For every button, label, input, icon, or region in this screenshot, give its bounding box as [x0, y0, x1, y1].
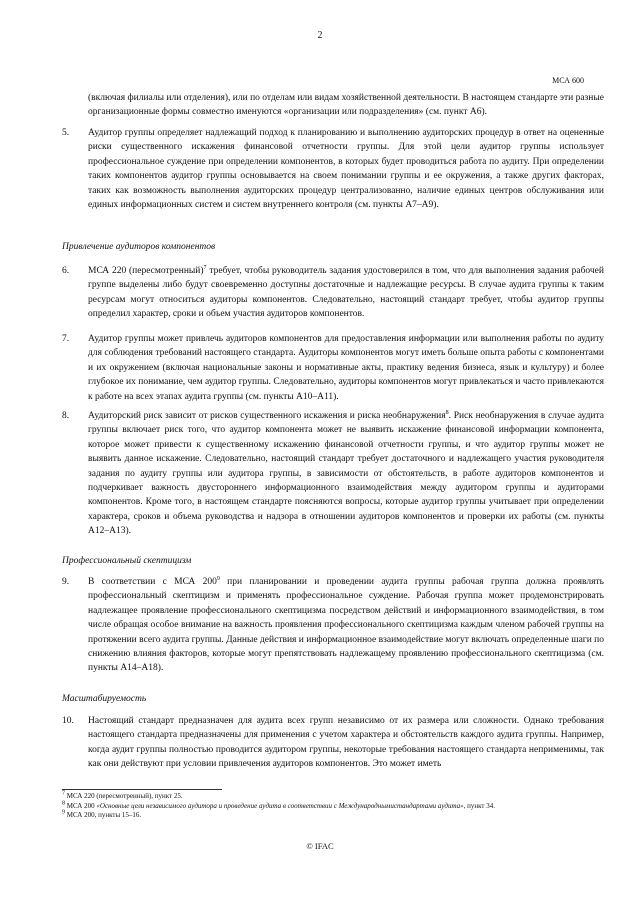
footnote-ref: 9: [216, 575, 220, 582]
paragraph-text: Аудиторский риск зависит от рисков существенного искажения и риска необнаружения$^8$. Риск необнаружения в случае аудита группы включает риск того, что аудитор компонента может не выявить искажение финансовой информации компонента, которое может привести к существенному искажению финансовой отчетности группы, и что аудитор группы может не выявить данное искажение. Следовательно, настоящий стандарт требует достаточного и надлежащего участия руководителя задания по аудиту группы или аудитора группы, в зависимости от обстоятельств, в работе аудиторов компонентов и подчеркивает важность двустороннего информационного взаимодействия между аудитором группы и аудиторами компонентов. Кроме того, в настоящем стандарте поясняются вопросы, которые аудитор группы учитывает при определении характера, сроков и объема руководства и надзора в отношении аудиторов компонентов и проверки их работы (см. пункты А12–А13).: [88, 409, 604, 537]
footnotes: [62, 792, 602, 821]
copyright-footer: © IFAC: [306, 841, 334, 851]
paragraph-text: В соответствии с МСА $200^9$ при планировании и проведении аудита группы рабочая группа должна проявлять профессиональный скептицизм и применять профессиональное суждение. Рабочая группа может продемонстрировать надлежащее проявление профессионального скептицизма посредством действий и информационного взаимодействия, в том числе обращая особое внимание на важность проявления профессионального скептицизма каждым членом рабочей группы на протяжении всего аудита группы. Данные действия и информационное взаимодействие могут включать определенные шаги по снижению влияния факторов, которые могут препятствовать надлежащему проявлению профессионального скептицизма (см. пункты А14–А18).: [88, 575, 605, 674]
paragraph-8: [62, 409, 604, 539]
footnote-8: $^8$ МСА 200 «Основные цели независимого аудитора и проведение аудита в соответствии с Международнымистандартами аудита», пункт 34.: [62, 800, 495, 810]
paragraph-number: 10.: [62, 716, 74, 726]
paragraph-5: [62, 126, 604, 212]
footnote-9: $^9$ МСА 200, пункты 15–16.: [62, 809, 142, 820]
paragraph-number: 8.: [62, 411, 70, 421]
section-heading-component-auditors: Привлечение аудиторов компонентов: [62, 242, 216, 252]
paragraph-number: 9.: [62, 577, 70, 587]
footnote-ref: 7: [203, 264, 207, 271]
footnote-7: $^7$ МСА 220 (пересмотренный), пункт 25.: [62, 790, 183, 800]
footnote-divider: [62, 789, 222, 790]
standard-label: МСА 600: [552, 76, 584, 85]
paragraph-number: 7.: [62, 334, 70, 344]
section-heading-scalability: Масштабируемость: [62, 694, 147, 704]
page-number: 2: [317, 30, 323, 41]
paragraph-text: Аудитор группы может привлечь аудиторов компонентов для предоставления информации или выполнения работы по аудиту для соблюдения требований настоящего стандарта. Аудиторы компонентов могут иметь больше опыта работы с компонентами и их окружением (включая национальные законы и нормативные акты, практику ведения бизнеса, язык и культуру) и более глубокое их понимание, чем аудитор группы. Следовательно, аудиторы компонентов могут привлекаться и часто привлекаются к работе на всех этапах аудита группы (см. пункты А10–А11).: [88, 334, 604, 402]
paragraph-text: Аудитор группы определяет надлежащий подход к планированию и выполнению аудиторских процедур в ответ на оцененные риски существенного искажения финансовой отчетности группы. Для этой цели аудитор группы использует профессиональное суждение при определении компонентов, в которых будет проводиться работа по аудиту. При определении таких компонентов аудитор группы основывается на своем понимании группы и ее окружения, а также других факторах, таких как возможность выполнения аудиторских процедур централизованно, наличие единых центров обслуживания или единых информационных систем и систем внутреннего контроля (см. пункты А7–А9).: [88, 128, 604, 211]
paragraph-number: 6.: [62, 266, 70, 276]
paragraph-6: [62, 264, 604, 322]
intro-paragraph: (включая филиалы или отделения), или по отделам или видам хозяйственной деятельности. В настоящем стандарте эти разные организационные формы совместно именуются «организации или подразделения» (см. пункт А6).: [88, 93, 604, 118]
paragraph-10: [62, 714, 604, 772]
section-heading-professional-skepticism: Профессиональный скептицизм: [62, 556, 192, 566]
paragraph-text: Настоящий стандарт предназначен для аудита всех групп независимо от их размера или сложности. Однако требования настоящего стандарта предназначены для применения с учетом характера и обстоятельств каждого аудита группы. Например, когда аудит группы полностью проводится аудитором группы, некоторые требования настоящего стандарта неприменимы, так как они действуют при условии привлечения аудиторов компонентов. Это может иметь: [88, 716, 604, 770]
paragraph-7: [62, 332, 604, 404]
paragraph-text: МСА 220 (пересмотренный)$^7$ требует, чтобы руководитель задания удостоверился в том, что для выполнения задания рабочей группе выделены либо будут своевременно доступны достаточные и надлежащие ресурсы. В случае аудита группы к таким ресурсам могут относиться аудиторы компонентов. Следовательно, настоящий стандарт требует, чтобы аудитор группы определил характер, сроки и объем участия аудиторов компонентов.: [88, 264, 604, 320]
paragraph-number: 5.: [62, 128, 70, 138]
paragraph-9: [62, 575, 604, 676]
footnote-ref: 8: [445, 409, 449, 416]
